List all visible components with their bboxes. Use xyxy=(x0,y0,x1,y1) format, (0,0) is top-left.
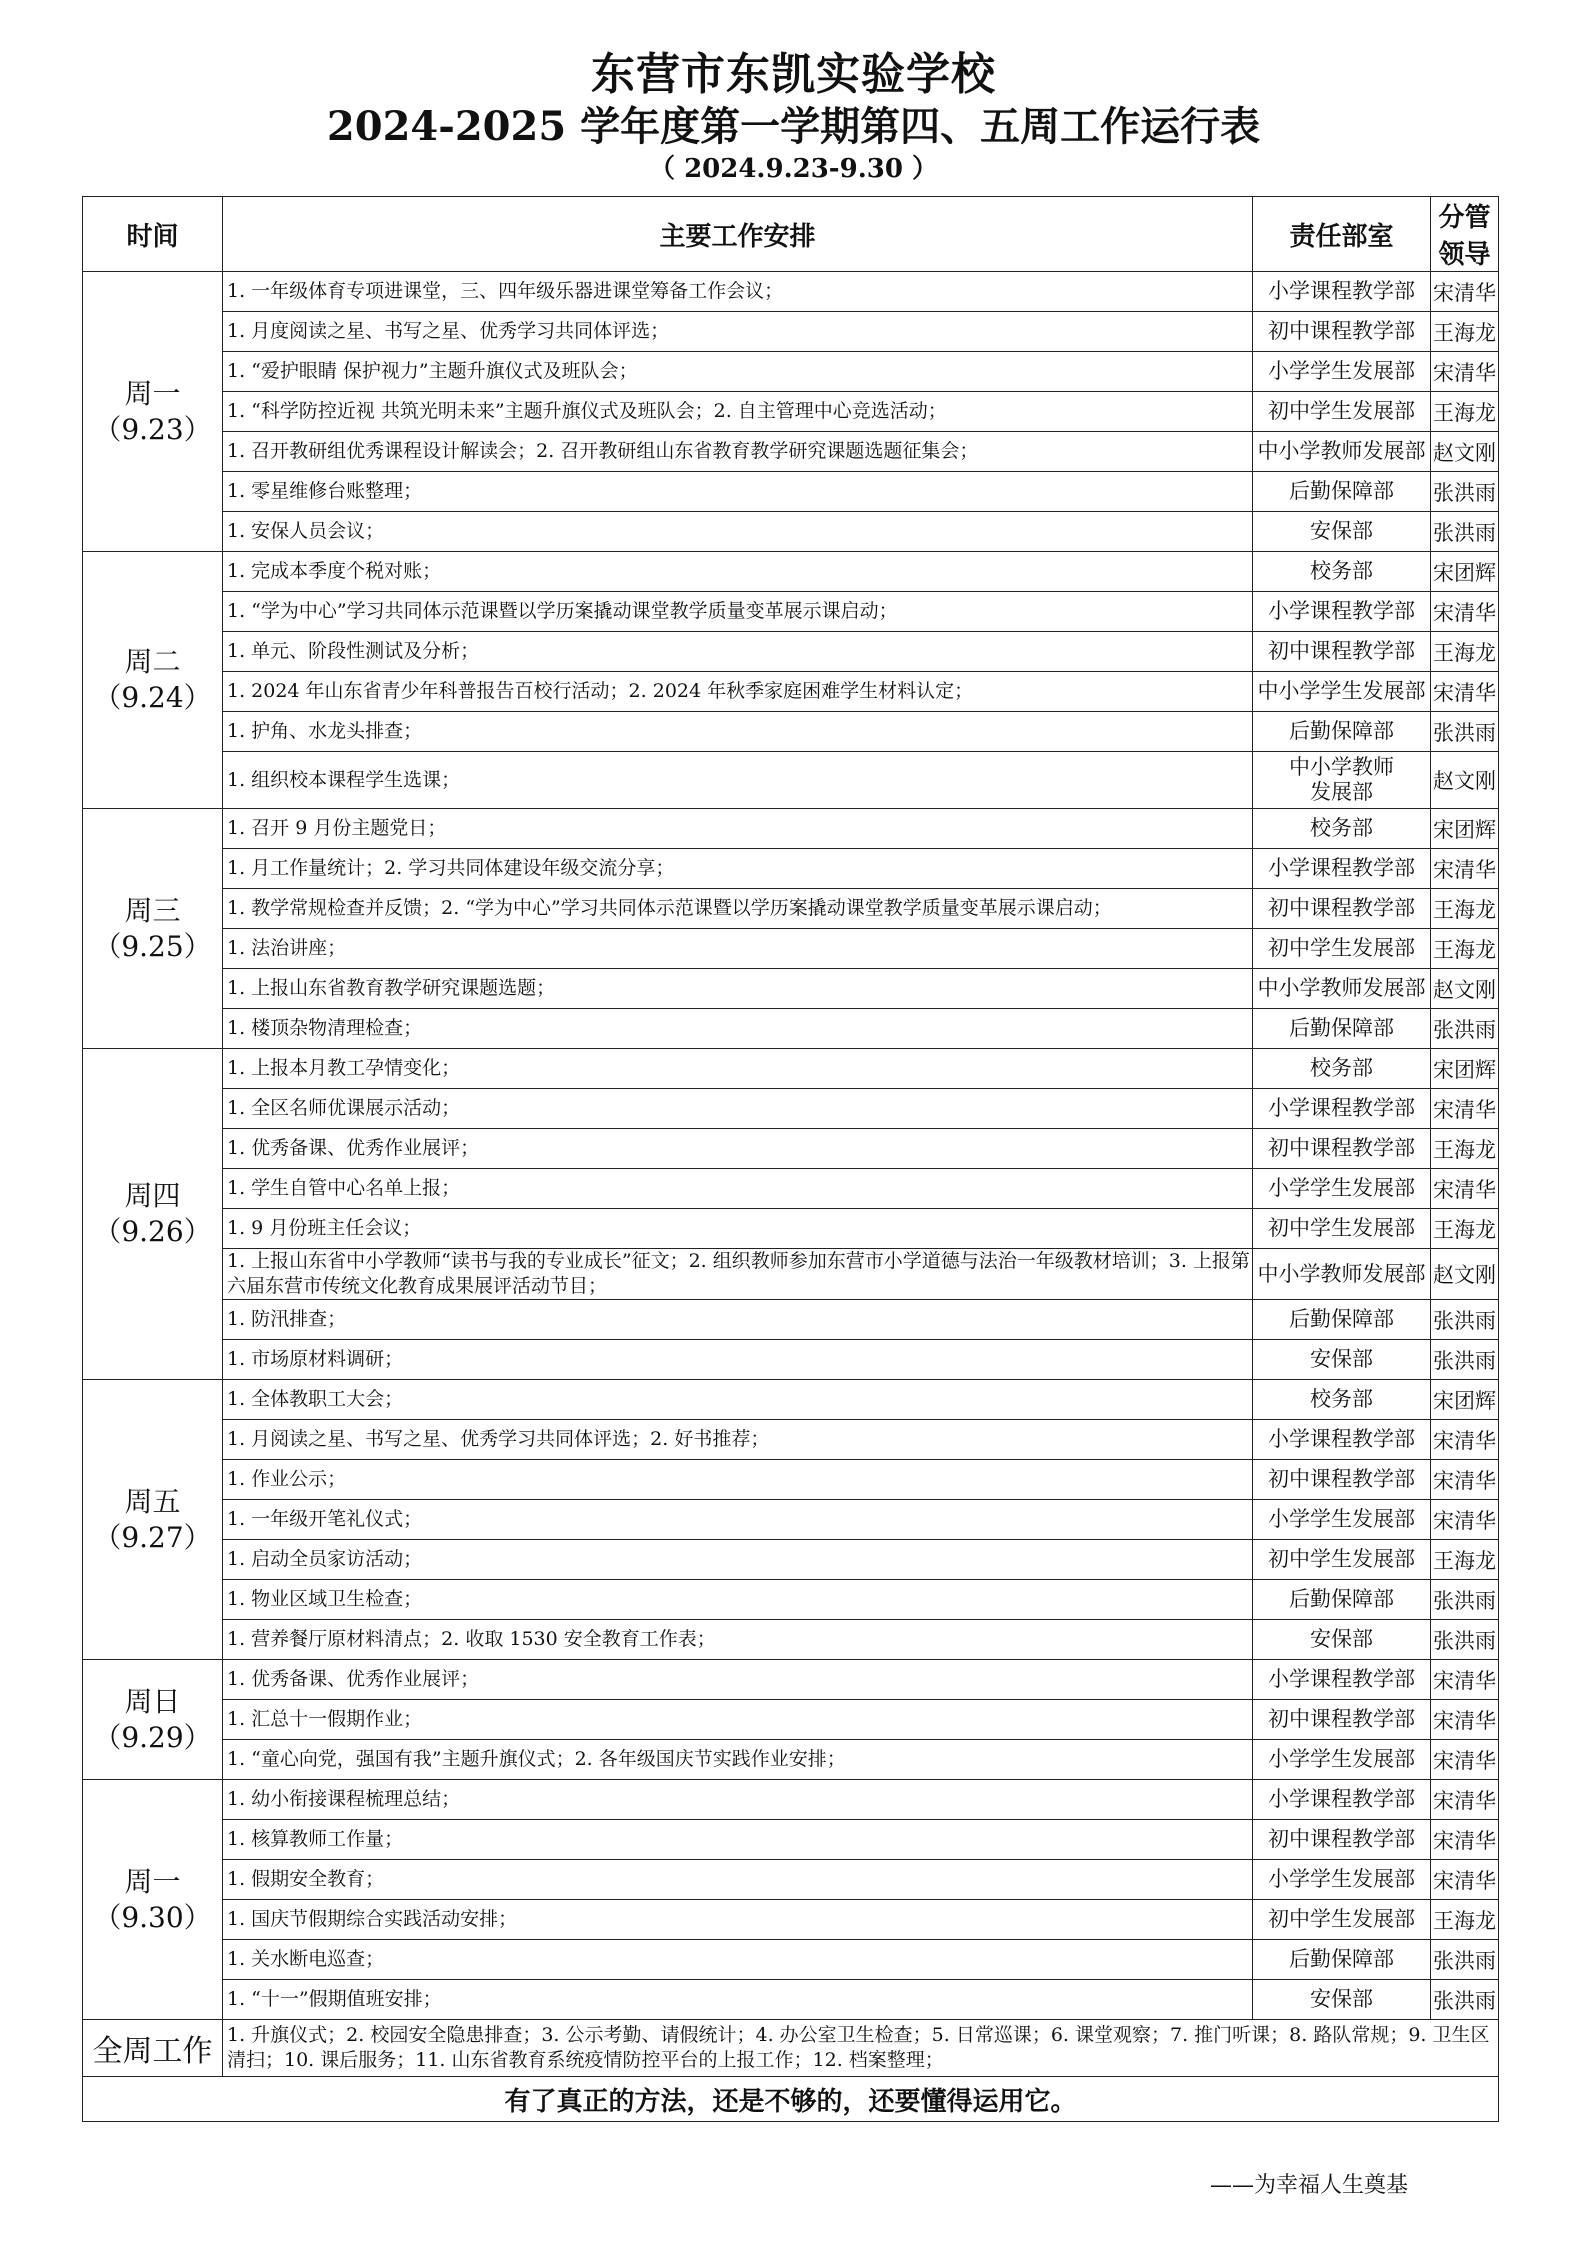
signature: ——为幸福人生奠基 xyxy=(1210,2173,1409,2198)
leader-cell: 王海龙 xyxy=(1431,1900,1499,1940)
task-cell: 1. 教学常规检查并反馈；2. “学为中心”学习共同体示范课暨以学历案撬动课堂教学质量变革展示课启动； xyxy=(223,889,1253,929)
table-row xyxy=(83,552,1499,592)
all-week-row xyxy=(83,2020,1499,2077)
leader-cell: 宋清华 xyxy=(1431,1460,1499,1500)
day-name: 周一 xyxy=(124,1864,181,1898)
table-row xyxy=(83,1380,1499,1420)
dept-cell: 初中学生发展部 xyxy=(1253,392,1431,432)
dept-cell: 中小学教师发展部 xyxy=(1253,1249,1431,1300)
dept-cell: 安保部 xyxy=(1253,512,1431,552)
task-cell: 1. 幼小衔接课程梳理总结； xyxy=(223,1780,1253,1820)
day-name: 周五 xyxy=(124,1484,181,1518)
day-name: 周日 xyxy=(124,1684,181,1718)
dept-cell: 初中学生发展部 xyxy=(1253,1540,1431,1580)
leader-cell: 宋清华 xyxy=(1431,1820,1499,1860)
dept-cell: 中小学教师 发展部 xyxy=(1253,752,1431,809)
task-cell: 1. “爱护眼睛 保护视力”主题升旗仪式及班队会； xyxy=(223,352,1253,392)
dept-cell: 初中学生发展部 xyxy=(1253,929,1431,969)
leader-cell: 宋团辉 xyxy=(1431,1380,1499,1420)
dept-cell: 初中课程教学部 xyxy=(1253,632,1431,672)
task-cell: 1. 假期安全教育； xyxy=(223,1860,1253,1900)
task-cell: 1. 上报山东省中小学教师“读书与我的专业成长”征文；2. 组织教师参加东营市小学道德与法治一年级教材培训；3. 上报第六届东营市传统文化教育成果展评活动节目； xyxy=(223,1249,1253,1300)
table-row xyxy=(83,1089,1499,1129)
leader-cell: 宋清华 xyxy=(1431,1740,1499,1780)
leader-cell: 王海龙 xyxy=(1431,392,1499,432)
task-cell: 1. 上报本月教工孕情变化； xyxy=(223,1049,1253,1089)
task-cell: 1. 核算教师工作量； xyxy=(223,1820,1253,1860)
table-row xyxy=(83,1740,1499,1780)
dept-cell: 安保部 xyxy=(1253,1620,1431,1660)
table-row xyxy=(83,1460,1499,1500)
task-cell: 1. 学生自管中心名单上报； xyxy=(223,1169,1253,1209)
dept-cell: 小学课程教学部 xyxy=(1253,592,1431,632)
task-cell: 1. 一年级开笔礼仪式； xyxy=(223,1500,1253,1540)
leader-cell: 张洪雨 xyxy=(1431,1620,1499,1660)
table-row xyxy=(83,889,1499,929)
leader-cell: 王海龙 xyxy=(1431,312,1499,352)
table-row xyxy=(83,512,1499,552)
schedule-table xyxy=(82,196,1499,2122)
table-row xyxy=(83,1980,1499,2020)
task-cell: 1. “学为中心”学习共同体示范课暨以学历案撬动课堂教学质量变革展示课启动； xyxy=(223,592,1253,632)
leader-cell: 赵文刚 xyxy=(1431,969,1499,1009)
task-cell: 1. 单元、阶段性测试及分析； xyxy=(223,632,1253,672)
dept-cell: 小学学生发展部 xyxy=(1253,1169,1431,1209)
task-cell: 1. 召开教研组优秀课程设计解读会；2. 召开教研组山东省教育教学研究课题选题征集会； xyxy=(223,432,1253,472)
table-header-row xyxy=(83,197,1499,272)
task-cell: 1. 一年级体育专项进课堂，三、四年级乐器进课堂筹备工作会议； xyxy=(223,272,1253,312)
dept-cell: 后勤保障部 xyxy=(1253,1580,1431,1620)
leader-cell: 张洪雨 xyxy=(1431,1300,1499,1340)
header-dept: 责任部室 xyxy=(1253,197,1431,272)
table-row xyxy=(83,809,1499,849)
leader-cell: 宋清华 xyxy=(1431,1089,1499,1129)
dept-cell: 小学课程教学部 xyxy=(1253,1660,1431,1700)
leader-cell: 张洪雨 xyxy=(1431,1340,1499,1380)
table-row xyxy=(83,1780,1499,1820)
dept-cell: 小学课程教学部 xyxy=(1253,1420,1431,1460)
leader-cell: 宋清华 xyxy=(1431,592,1499,632)
task-cell: 1. 市场原材料调研； xyxy=(223,1340,1253,1380)
leader-cell: 赵文刚 xyxy=(1431,1249,1499,1300)
task-cell: 1. “童心向党，强国有我”主题升旗仪式；2. 各年级国庆节实践作业安排； xyxy=(223,1740,1253,1780)
leader-cell: 张洪雨 xyxy=(1431,1580,1499,1620)
leader-cell: 宋清华 xyxy=(1431,1780,1499,1820)
leader-cell: 宋清华 xyxy=(1431,1169,1499,1209)
dept-cell: 初中学生发展部 xyxy=(1253,1209,1431,1249)
table-row xyxy=(83,1249,1499,1300)
task-cell: 1. 关水断电巡查； xyxy=(223,1940,1253,1980)
dept-cell: 小学学生发展部 xyxy=(1253,352,1431,392)
task-cell: 1. “十一”假期值班安排； xyxy=(223,1980,1253,2020)
leader-cell: 王海龙 xyxy=(1431,632,1499,672)
dept-cell: 初中课程教学部 xyxy=(1253,1700,1431,1740)
leader-cell: 宋清华 xyxy=(1431,1420,1499,1460)
leader-cell: 张洪雨 xyxy=(1431,472,1499,512)
day-date: （9.25） xyxy=(93,929,212,963)
day-cell xyxy=(83,1380,223,1660)
table-row xyxy=(83,1209,1499,1249)
leader-cell: 王海龙 xyxy=(1431,929,1499,969)
leader-cell: 张洪雨 xyxy=(1431,1009,1499,1049)
header-leader: 分管领导 xyxy=(1431,197,1499,272)
task-cell: 1. 作业公示； xyxy=(223,1460,1253,1500)
leader-cell: 宋团辉 xyxy=(1431,809,1499,849)
dept-cell: 小学课程教学部 xyxy=(1253,849,1431,889)
day-date: （9.26） xyxy=(93,1215,212,1248)
dept-cell: 校务部 xyxy=(1253,1380,1431,1420)
leader-cell: 张洪雨 xyxy=(1431,1980,1499,2020)
table-row xyxy=(83,1169,1499,1209)
table-row xyxy=(83,1580,1499,1620)
task-cell: 1. 防汛排查； xyxy=(223,1300,1253,1340)
day-date: （9.27） xyxy=(93,1520,212,1554)
school-name: 东营市东凯实验学校 xyxy=(591,49,996,100)
dept-cell: 后勤保障部 xyxy=(1253,1940,1431,1980)
task-cell: 1. 优秀备课、优秀作业展评； xyxy=(223,1660,1253,1700)
day-date: （9.30） xyxy=(93,1900,212,1934)
task-cell: 1. 全区名师优课展示活动； xyxy=(223,1089,1253,1129)
task-cell: 1. 楼顶杂物清理检查； xyxy=(223,1009,1253,1049)
day-cell xyxy=(83,552,223,809)
table-row xyxy=(83,592,1499,632)
table-row xyxy=(83,432,1499,472)
leader-cell: 赵文刚 xyxy=(1431,432,1499,472)
table-row xyxy=(83,969,1499,1009)
task-cell: 1. 零星维修台账整理； xyxy=(223,472,1253,512)
dept-cell: 小学学生发展部 xyxy=(1253,1740,1431,1780)
day-date: （9.29） xyxy=(93,1720,212,1754)
leader-cell: 王海龙 xyxy=(1431,1540,1499,1580)
table-row xyxy=(83,472,1499,512)
day-name: 周三 xyxy=(124,893,181,927)
leader-cell: 宋清华 xyxy=(1431,1700,1499,1740)
leader-cell: 王海龙 xyxy=(1431,889,1499,929)
table-row xyxy=(83,1500,1499,1540)
table-row xyxy=(83,1129,1499,1169)
dept-cell: 安保部 xyxy=(1253,1340,1431,1380)
dept-cell: 初中课程教学部 xyxy=(1253,1820,1431,1860)
leader-cell: 宋团辉 xyxy=(1431,1049,1499,1089)
task-cell: 1. 优秀备课、优秀作业展评； xyxy=(223,1129,1253,1169)
dept-cell: 后勤保障部 xyxy=(1253,712,1431,752)
leader-cell: 王海龙 xyxy=(1431,1129,1499,1169)
table-row xyxy=(83,1900,1499,1940)
schedule-title: 2024-2025 学年度第一学期第四、五周工作运行表 xyxy=(326,103,1261,150)
table-row xyxy=(83,1940,1499,1980)
table-row xyxy=(83,1620,1499,1660)
dept-cell: 后勤保障部 xyxy=(1253,1009,1431,1049)
task-cell: 1. 月度阅读之星、书写之星、优秀学习共同体评选； xyxy=(223,312,1253,352)
all-week-text: 1. 升旗仪式；2. 校园安全隐患排查；3. 公示考勤、请假统计；4. 办公室卫生检查；5. 日常巡课；6. 课堂观察；7. 推门听课；8. 路队常规；9. 卫生区清扫；10. 课后服务；11. 山东省教育系统疫情防控平台的上报工作；12. 档案整理； xyxy=(223,2020,1499,2077)
dept-cell: 小学课程教学部 xyxy=(1253,272,1431,312)
day-date: （9.24） xyxy=(93,681,212,714)
task-cell: 1. 启动全员家访活动； xyxy=(223,1540,1253,1580)
leader-cell: 宋团辉 xyxy=(1431,552,1499,592)
table-row xyxy=(83,752,1499,809)
day-name: 周一 xyxy=(124,376,181,410)
dept-cell: 校务部 xyxy=(1253,1049,1431,1089)
dept-cell: 安保部 xyxy=(1253,1980,1431,2020)
leader-cell: 张洪雨 xyxy=(1431,512,1499,552)
dept-cell: 后勤保障部 xyxy=(1253,1300,1431,1340)
task-cell: 1. 召开 9 月份主题党日； xyxy=(223,809,1253,849)
leader-cell: 王海龙 xyxy=(1431,1209,1499,1249)
task-cell: 1. 2024 年山东省青少年科普报告百校行活动；2. 2024 年秋季家庭困难学生材料认定； xyxy=(223,672,1253,712)
table-row xyxy=(83,1540,1499,1580)
task-cell: 1. 安保人员会议； xyxy=(223,512,1253,552)
task-cell: 1. 月工作量统计；2. 学习共同体建设年级交流分享； xyxy=(223,849,1253,889)
day-name: 周二 xyxy=(124,645,181,678)
day-name: 周四 xyxy=(124,1179,181,1212)
day-cell xyxy=(83,1780,223,2020)
table-body xyxy=(83,272,1499,2020)
task-cell: 1. 护角、水龙头排查； xyxy=(223,712,1253,752)
task-cell: 1. 汇总十一假期作业； xyxy=(223,1700,1253,1740)
table-row xyxy=(83,352,1499,392)
dept-cell: 小学学生发展部 xyxy=(1253,1860,1431,1900)
table-row xyxy=(83,1049,1499,1089)
dept-cell: 小学学生发展部 xyxy=(1253,1500,1431,1540)
day-cell xyxy=(83,1049,223,1380)
table-row xyxy=(83,712,1499,752)
leader-cell: 宋清华 xyxy=(1431,272,1499,312)
dept-cell: 校务部 xyxy=(1253,809,1431,849)
header-time: 时间 xyxy=(83,197,223,272)
task-cell: 1. 9 月份班主任会议； xyxy=(223,1209,1253,1249)
leader-cell: 宋清华 xyxy=(1431,1500,1499,1540)
motto: 有了真正的方法，还是不够的，还要懂得运用它。 xyxy=(83,2077,1499,2122)
table-row xyxy=(83,849,1499,889)
day-date: （9.23） xyxy=(93,412,212,446)
leader-cell: 赵文刚 xyxy=(1431,752,1499,809)
table-row xyxy=(83,1700,1499,1740)
leader-cell: 宋清华 xyxy=(1431,849,1499,889)
date-range: （ 2024.9.23-9.30 ） xyxy=(649,154,938,184)
task-cell: 1. “科学防控近视 共筑光明未来”主题升旗仪式及班队会；2. 自主管理中心竞选活动； xyxy=(223,392,1253,432)
table-row xyxy=(83,672,1499,712)
dept-cell: 后勤保障部 xyxy=(1253,472,1431,512)
dept-cell: 中小学教师发展部 xyxy=(1253,969,1431,1009)
leader-cell: 宋清华 xyxy=(1431,672,1499,712)
dept-cell: 中小学教师发展部 xyxy=(1253,432,1431,472)
header-task: 主要工作安排 xyxy=(223,197,1253,272)
leader-cell: 张洪雨 xyxy=(1431,1940,1499,1980)
motto-row xyxy=(83,2077,1499,2122)
task-cell: 1. 组织校本课程学生选课； xyxy=(223,752,1253,809)
table-row xyxy=(83,1860,1499,1900)
table-row xyxy=(83,632,1499,672)
dept-cell: 校务部 xyxy=(1253,552,1431,592)
dept-cell: 初中课程教学部 xyxy=(1253,889,1431,929)
dept-cell: 初中课程教学部 xyxy=(1253,1129,1431,1169)
leader-cell: 宋清华 xyxy=(1431,352,1499,392)
task-cell: 1. 完成本季度个税对账； xyxy=(223,552,1253,592)
task-cell: 1. 物业区域卫生检查； xyxy=(223,1580,1253,1620)
table-row xyxy=(83,929,1499,969)
day-cell xyxy=(83,272,223,552)
table-row xyxy=(83,312,1499,352)
task-cell: 1. 上报山东省教育教学研究课题选题； xyxy=(223,969,1253,1009)
all-week-label: 全周工作 xyxy=(83,2020,223,2077)
dept-cell: 初中课程教学部 xyxy=(1253,312,1431,352)
day-cell xyxy=(83,809,223,1049)
table-row xyxy=(83,392,1499,432)
table-row xyxy=(83,272,1499,312)
table-row xyxy=(83,1300,1499,1340)
table-row xyxy=(83,1660,1499,1700)
task-cell: 1. 营养餐厅原材料清点；2. 收取 1530 安全教育工作表； xyxy=(223,1620,1253,1660)
task-cell: 1. 月阅读之星、书写之星、优秀学习共同体评选；2. 好书推荐； xyxy=(223,1420,1253,1460)
leader-cell: 张洪雨 xyxy=(1431,712,1499,752)
dept-cell: 初中课程教学部 xyxy=(1253,1460,1431,1500)
task-cell: 1. 全体教职工大会； xyxy=(223,1380,1253,1420)
dept-cell: 小学课程教学部 xyxy=(1253,1089,1431,1129)
leader-cell: 宋清华 xyxy=(1431,1860,1499,1900)
dept-cell: 小学课程教学部 xyxy=(1253,1780,1431,1820)
leader-cell: 宋清华 xyxy=(1431,1660,1499,1700)
day-cell xyxy=(83,1660,223,1780)
table-row xyxy=(83,1009,1499,1049)
table-row xyxy=(83,1820,1499,1860)
table-row xyxy=(83,1340,1499,1380)
dept-cell: 初中学生发展部 xyxy=(1253,1900,1431,1940)
table-row xyxy=(83,1420,1499,1460)
task-cell: 1. 国庆节假期综合实践活动安排； xyxy=(223,1900,1253,1940)
task-cell: 1. 法治讲座； xyxy=(223,929,1253,969)
dept-cell: 中小学学生发展部 xyxy=(1253,672,1431,712)
